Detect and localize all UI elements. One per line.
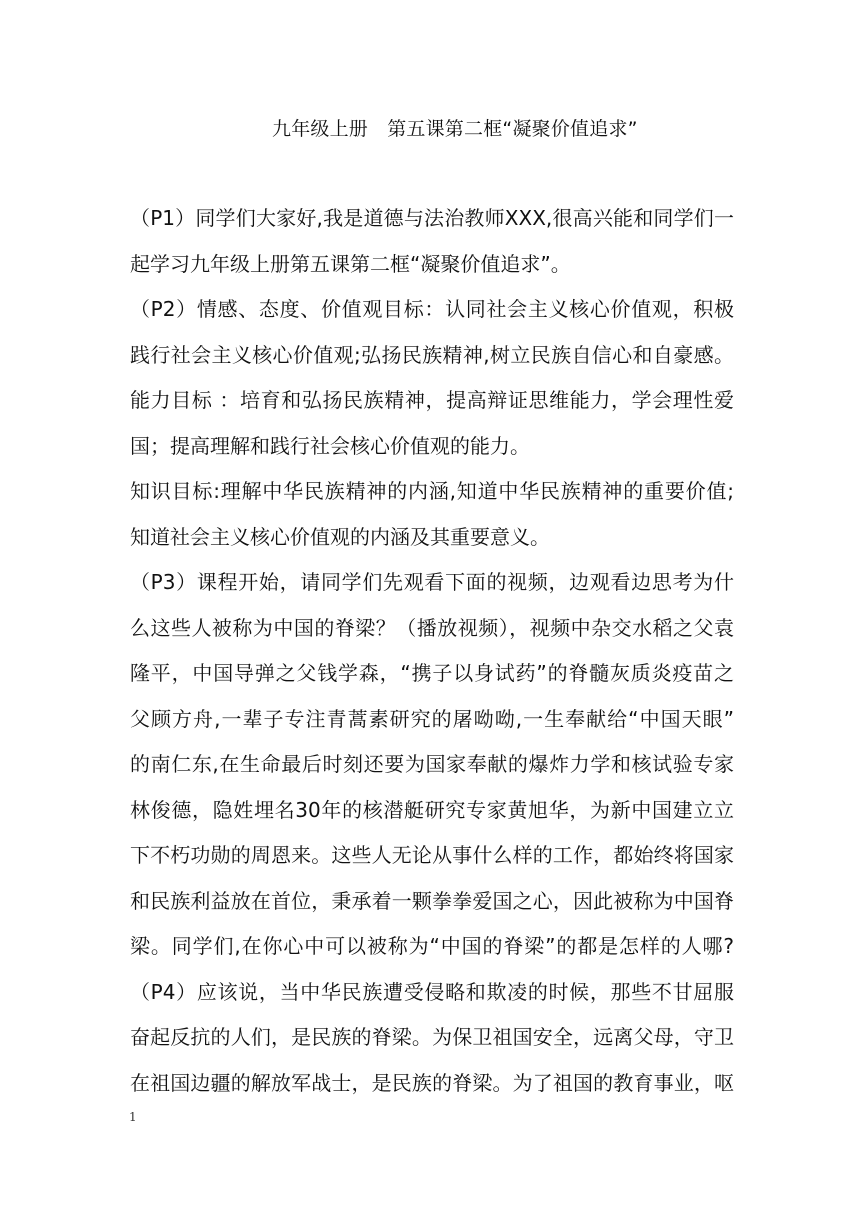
text-line: （P2）情感、态度、价值观目标：认同社会主义核心价值观，积极 <box>130 297 734 321</box>
text-line: 和民族利益放在首位，秉承着一颗拳拳爱国之心，因此被称为中国脊 <box>130 888 734 913</box>
text-line: （P1）同学们大家好,我是道德与法治教师XXX,很高兴能和同学们一 <box>130 206 734 230</box>
text-line: 父顾方舟,一辈子专注青蒿素研究的屠呦呦,一生奉献给“中国天眼” <box>130 706 734 731</box>
text-line: 起学习九年级上册第五课第二框“凝聚价值追求”。 <box>130 251 571 276</box>
text-line: （P3）课程开始，请同学们先观看下面的视频，边观看边思考为什 <box>130 570 734 594</box>
text-line: 么这些人被称为中国的脊梁？（播放视频），视频中杂交水稻之父袁 <box>130 615 734 640</box>
text-line: 国；提高理解和践行社会核心价值观的能力。 <box>130 433 530 458</box>
text-line: 知识目标:理解中华民族精神的内涵,知道中华民族精神的重要价值; <box>130 479 734 503</box>
text-line: 下不朽功勋的周恩来。这些人无论从事什么样的工作，都始终将国家 <box>130 843 734 867</box>
text-line: 在祖国边疆的解放军战士，是民族的脊梁。为了祖国的教育事业，呕 <box>130 1070 734 1095</box>
text-line: 的南仁东,在生命最后时刻还要为国家奉献的爆炸力学和核试验专家 <box>130 752 734 776</box>
text-line: （P4）应该说，当中华民族遭受侵略和欺凌的时候，那些不甘屈服 <box>130 979 734 1004</box>
document-title: 九年级上册 第五课第二框“凝聚价值追求” <box>272 118 638 140</box>
text-line: 林俊德，隐姓埋名30年的核潜艇研究专家黄旭华，为新中国建立立 <box>130 797 734 822</box>
text-line: 奋起反抗的人们，是民族的脊梁。为保卫祖国安全，远离父母，守卫 <box>130 1025 734 1049</box>
text-line: 隆平，中国导弹之父钱学森，“携子以身试药”的脊髓灰质炎疫苗之 <box>130 661 734 685</box>
text-line: 能力目标 ：培育和弘扬民族精神，提高辩证思维能力，学会理性爱 <box>130 388 734 412</box>
text-line: 践行社会主义核心价值观;弘扬民族精神,树立民族自信心和自豪感。 <box>130 342 734 367</box>
text-line: 知道社会主义核心价值观的内涵及其重要意义。 <box>130 524 550 549</box>
document-body <box>130 196 734 1106</box>
text-line: 梁。同学们,在你心中可以被称为“中国的脊梁”的都是怎样的人哪? <box>130 934 734 958</box>
page-number: 1 <box>129 1110 137 1124</box>
